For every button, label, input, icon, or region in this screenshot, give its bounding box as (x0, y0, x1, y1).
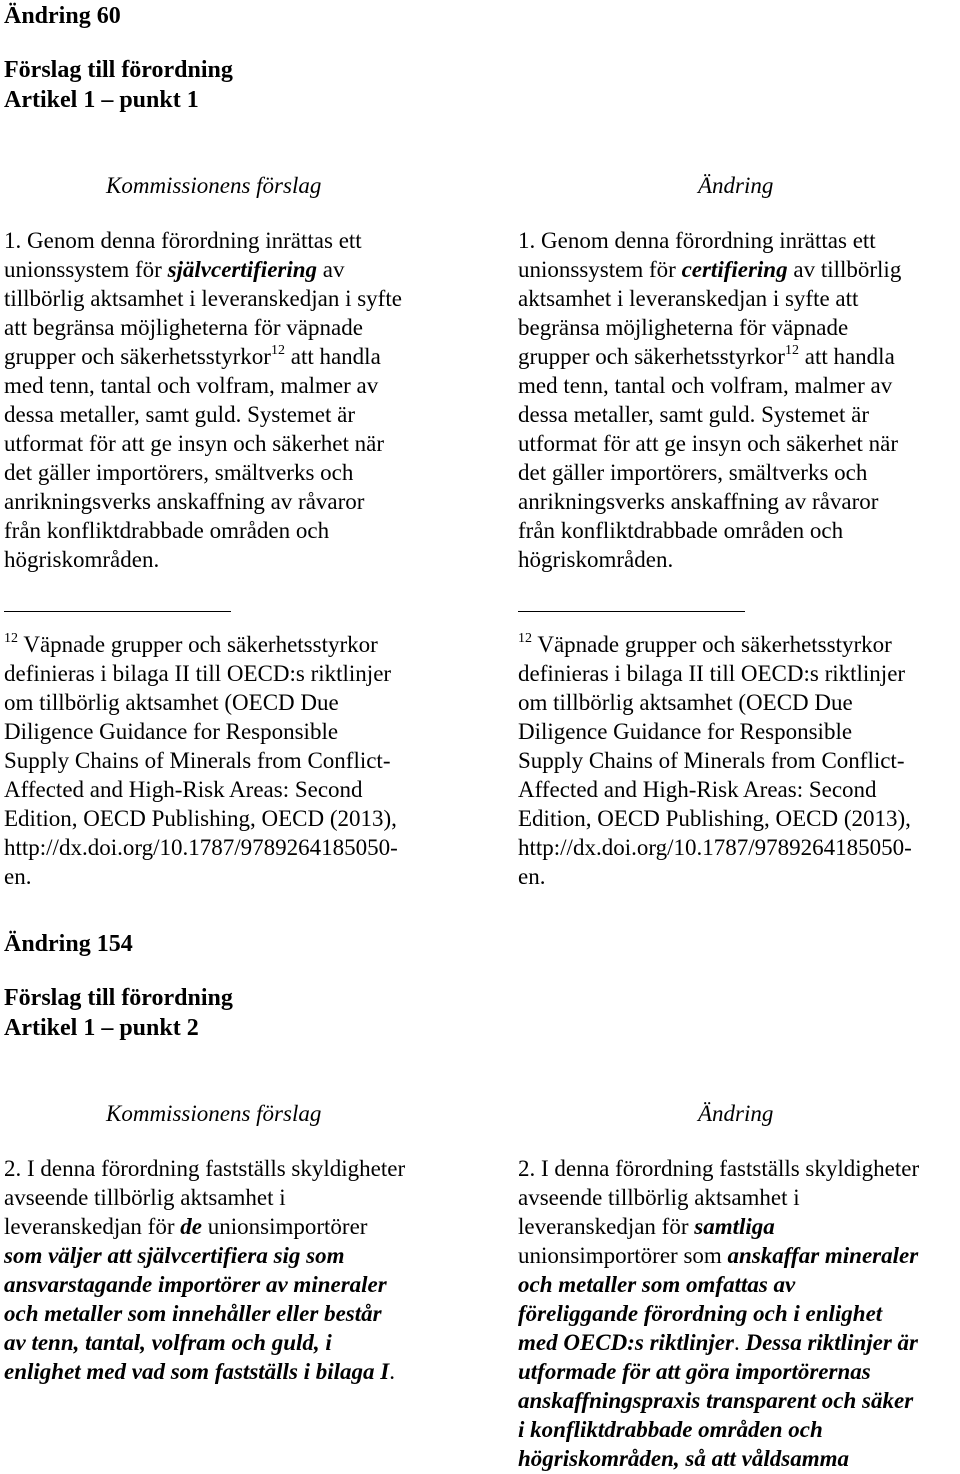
changed-text: anskaffar mineraler (727, 1243, 919, 1268)
text-line: grupper och säkerhetsstyrkor$^{12}$ att handla (4, 343, 381, 369)
text-line: anrikningsverks anskaffning av råvaror (518, 489, 879, 514)
changed-text: Dessa riktlinjer är (745, 1330, 918, 1355)
footnote-right (518, 630, 912, 891)
column-header-commission: Kommissionens förslag (106, 1101, 322, 1126)
text-line: tillbörlig aktsamhet i leveranskedjan i syfte (4, 286, 402, 311)
text-line: med tenn, tantal och volfram, malmer av (4, 373, 379, 398)
text-line: från konfliktdrabbade områden och (4, 518, 330, 543)
deleted-text: enlighet med vad som fastställs i bilaga I (4, 1359, 390, 1384)
text-line: dessa metaller, samt guld. Systemet är (518, 402, 870, 427)
commission-text-column (4, 226, 402, 574)
text-line: avseende tillbörlig aktsamhet i (4, 1185, 286, 1210)
footnote-line: $^{12}$ Väpnade grupper och säkerhetsstyrkor (518, 631, 892, 657)
changed-text: samtliga (694, 1214, 775, 1239)
footnote-line: Edition, OECD Publishing, OECD (2013), (518, 806, 911, 831)
text-line (518, 1270, 919, 1299)
text-line (518, 1415, 919, 1444)
commission-text-column (4, 1154, 405, 1386)
text-line: det gäller importörers, smältverks och (4, 460, 354, 485)
article-reference: Artikel 1 – punkt 2 (4, 1015, 199, 1041)
footnote-line: $^{12}$ Väpnade grupper och säkerhetsstyrkor (4, 631, 378, 657)
footnote-reference[interactable]: 12 (270, 343, 285, 359)
footnote-separator (4, 611, 231, 612)
text-line: avseende tillbörlig aktsamhet i (518, 1185, 800, 1210)
footnote-line: en. (518, 864, 546, 889)
footnote-line: om tillbörlig aktsamhet (OECD Due (518, 690, 853, 715)
text-line: att begränsa möjligheterna för väpnade (4, 315, 363, 340)
text-line: det gäller importörers, smältverks och (518, 460, 868, 485)
text-line: dessa metaller, samt guld. Systemet är (4, 402, 356, 427)
amendment-text-column (518, 1154, 919, 1473)
footnote-link[interactable]: http://dx.doi.org/10.1787/9789264185050- (518, 835, 912, 860)
footnote-link[interactable]: http://dx.doi.org/10.1787/9789264185050- (4, 835, 398, 860)
text-line: 2. I denna förordning fastställs skyldigheter (4, 1156, 406, 1181)
footnote-separator (518, 611, 745, 612)
deleted-text: ansvarstagande importörer av mineraler (4, 1272, 387, 1297)
footnote-line: Supply Chains of Minerals from Conflict- (4, 748, 391, 773)
text-line: högriskområden. (4, 547, 160, 572)
text-line (4, 1299, 405, 1328)
text-line: unionssystem för självcertifiering av (4, 257, 345, 282)
text-line: anrikningsverks anskaffning av råvaror (4, 489, 365, 514)
changed-text: högriskområden, så att våldsamma (518, 1446, 849, 1471)
text-line: aktsamhet i leveranskedjan i syfte att (518, 286, 859, 311)
article-reference: Artikel 1 – punkt 1 (4, 87, 199, 113)
text-line (518, 1386, 919, 1415)
column-header-amendment: Ändring (698, 1101, 774, 1126)
text-line: från konfliktdrabbade områden och (518, 518, 844, 543)
footnote-line: Diligence Guidance for Responsible (4, 719, 339, 744)
changed-text: föreliggande förordning och i enlighet (518, 1301, 883, 1326)
footnote-line: Supply Chains of Minerals from Conflict- (518, 748, 905, 773)
text-line: unionsimportörer som anskaffar mineraler (518, 1243, 919, 1268)
text-line: leveranskedjan för de unionsimportörer (4, 1214, 368, 1239)
text-line (4, 1270, 405, 1299)
changed-text: i konfliktdrabbade områden och (518, 1417, 823, 1442)
deleted-text: som väljer att självcertifiera sig som (4, 1243, 345, 1268)
text-line: 2. I denna förordning fastställs skyldigheter (518, 1156, 920, 1181)
changed-text: anskaffningspraxis transparent och säker (518, 1388, 914, 1413)
text-line: enlighet med vad som fastställs i bilaga I. (4, 1359, 396, 1384)
text-line: 1. Genom denna förordning inrättas ett (518, 228, 876, 253)
text-line: högriskområden. (518, 547, 674, 572)
footnote-number: 12 (4, 631, 18, 647)
footnote-line: om tillbörlig aktsamhet (OECD Due (4, 690, 339, 715)
proposal-title: Förslag till förordning (4, 57, 233, 83)
footnote-line: definieras i bilaga II till OECD:s riktlinjer (518, 661, 906, 686)
column-header-amendment: Ändring (698, 173, 774, 198)
amendment-heading: Ändring 154 (4, 931, 133, 957)
deleted-text: självcertifiering (167, 257, 318, 282)
text-line: med OECD:s riktlinjer. Dessa riktlinjer är (518, 1330, 918, 1355)
amendment-text-column (518, 226, 901, 574)
deleted-text: av tenn, tantal, volfram och guld, i (4, 1330, 332, 1355)
changed-text: utformade för att göra importörernas (518, 1359, 871, 1384)
footnote-line: Diligence Guidance for Responsible (518, 719, 853, 744)
amendment-heading: Ändring 60 (4, 3, 121, 29)
text-line (518, 1299, 919, 1328)
footnote-left (4, 630, 398, 891)
text-line: 1. Genom denna förordning inrättas ett (4, 228, 362, 253)
text-line: grupper och säkerhetsstyrkor$^{12}$ att handla (518, 343, 895, 369)
text-line: med tenn, tantal och volfram, malmer av (518, 373, 893, 398)
text-line: utformat för att ge insyn och säkerhet när (4, 431, 385, 456)
changed-text: och metaller som omfattas av (518, 1272, 796, 1297)
footnote-line: Edition, OECD Publishing, OECD (2013), (4, 806, 397, 831)
deleted-text: de (180, 1214, 202, 1239)
footnote-line: Affected and High-Risk Areas: Second (518, 777, 877, 802)
text-line: unionssystem för certifiering av tillbörlig (518, 257, 902, 282)
text-line (518, 1357, 919, 1386)
proposal-title: Förslag till förordning (4, 985, 233, 1011)
footnote-line: definieras i bilaga II till OECD:s riktlinjer (4, 661, 392, 686)
text-line (4, 1328, 405, 1357)
text-line (4, 1241, 405, 1270)
column-header-commission: Kommissionens förslag (106, 173, 322, 198)
footnote-number: 12 (518, 631, 532, 647)
text-line: begränsa möjligheterna för väpnade (518, 315, 849, 340)
footnote-line: en. (4, 864, 32, 889)
text-line (518, 1444, 919, 1473)
footnote-line: Affected and High-Risk Areas: Second (4, 777, 363, 802)
changed-text: med OECD:s riktlinjer (518, 1330, 734, 1355)
text-line: leveranskedjan för samtliga (518, 1214, 775, 1239)
text-line: utformat för att ge insyn och säkerhet när (518, 431, 899, 456)
footnote-reference[interactable]: 12 (784, 343, 799, 359)
changed-text: certifiering (681, 257, 788, 282)
deleted-text: och metaller som innehåller eller består (4, 1301, 382, 1326)
